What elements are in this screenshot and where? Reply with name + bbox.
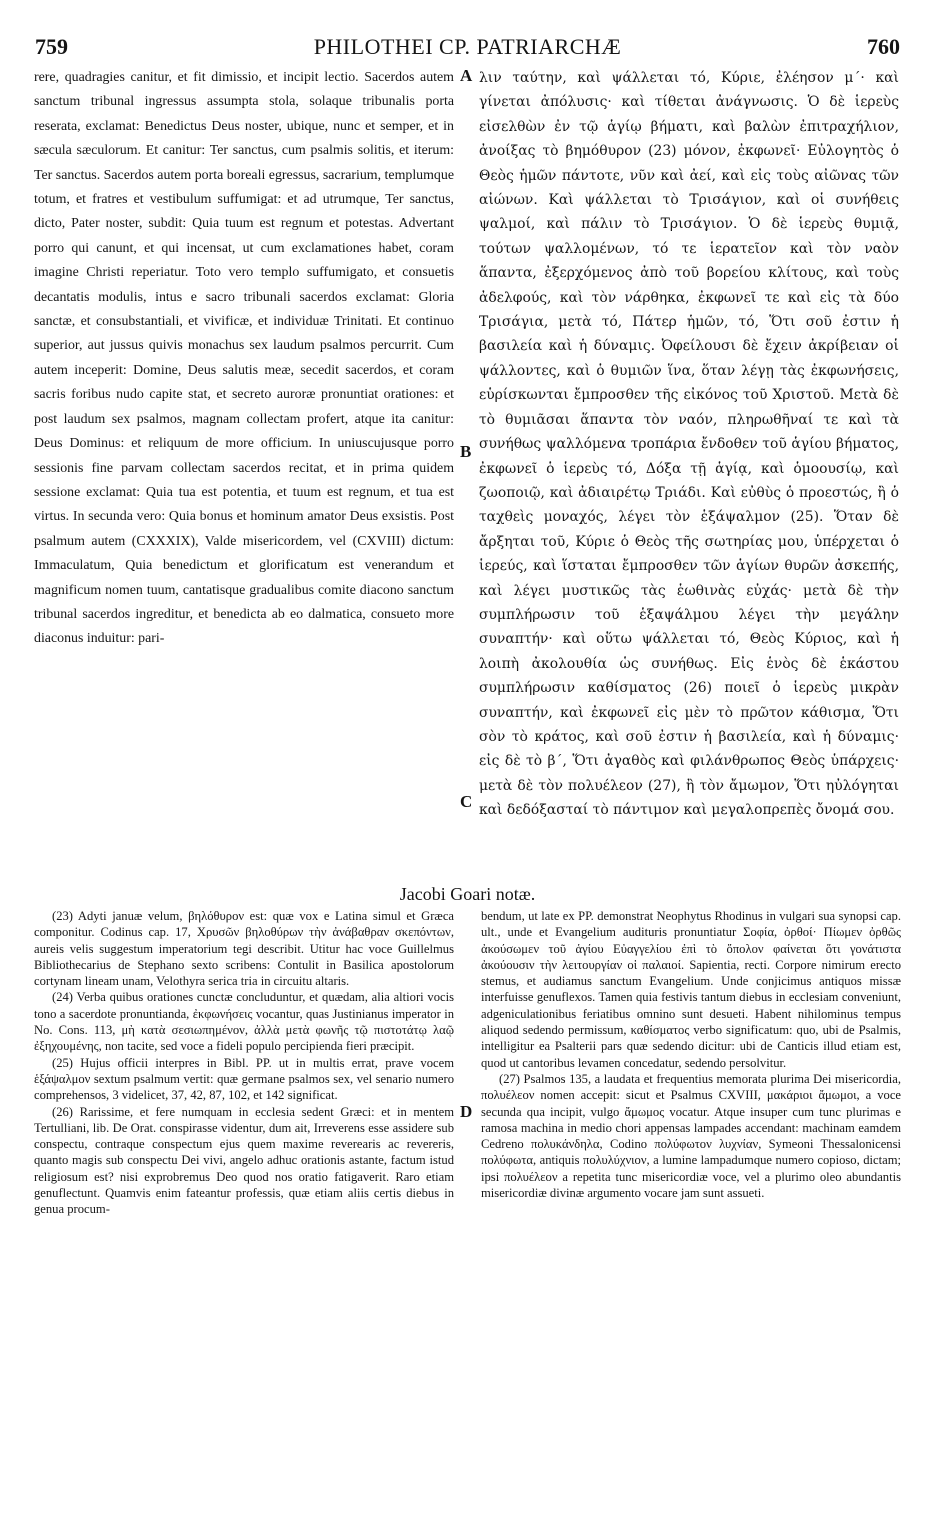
page-number-right: 760 — [867, 34, 900, 59]
note-23: (23) Adyti januæ velum, βηλόθυρον est: quæ vox e Latina simul et Græca componitur. Codinus cap. 17, Χρυσῶν βηλοθύρων τὴν ἀνάβαθραν σκεπόντων, aureis velis suggestum imperatorium tegi describit. Utitur hac voce Guillelmus Bibliothecarius de Stephano sexto scribens: Contulit in Basilica apostolorum cortynam lineam unam, Velothyra serica tria in circuitu altaris. — [34, 909, 454, 989]
margin-letter-c: C — [460, 792, 473, 811]
page-number-left: 759 — [35, 34, 68, 59]
page-header — [35, 30, 900, 66]
note-25: (25) Hujus officii interpres in Bibl. PP. ut in multis errat, prave vocem ἑξάψαλμον sextum psalmum vertit: quæ germane psalmos sex, vel senario numero comprehensos, 3 videlicet, 37, 42, 87, 102, et 142 significat. — [34, 1055, 454, 1103]
running-title: PHILOTHEI CP. PATRIARCHÆ — [313, 34, 622, 59]
latin-text-column: rere, quadragies canitur, et fit dimissio, et incipit lectio. Sacerdos autem sanctum tribunal ingressus assumpta stola, solaque tribunalis porta reserata, exclamat: Benedictus Deus noster, ubique, nunc et semper, et in sæcula sæculorum. Et canitur: Ter sanctus, cum psalmis solitis, et iterum: Ter sanctus. Sacerdos autem porta boreali egressus, sacrarium, templumque totum, et fratres et vestibulum suffumigat: et ad utrumque, Ter sanctus, dicto, Pater noster, subdit: Quia tuum est regnum et potestas. Advertant porro qui canunt, et qui incensat, ut cum exclamationes habet, coram imagine Christi reperiatur. Toto vero templo suffumigato, et consuetis decantatis modulis, intus e sacro tribunali sacerdos exclamat: Gloria sanctæ, et consubstantiali, et vivificæ, et individuæ Trinitati. Et continuo superior, aut jussus quivis monachus sex laudum psalmos percurrit. Cum autem inceperit: Domine, Deus salutis meæ, secedit sacerdos, et coram sacris foribus nudo capite stat, et secreto auroræ pronuntiat orationes: et post laudum sex psalmos, magnam collectam profert, atque ita canitur: Deus Dominus: et reliquum de more officium. In uniuscujusque porro sessionis fine parvam collectam sacerdos recitat, et in prima quidem sessione exclamat: Quia tua est potentia, et tuum est regnum, et tua est virtus. In secunda vero: Quia bonus et hominum amator Deus exsistis. Post psalmum autem (CXXXIX), Valde misericordem, vel (CXVIII) dictum: Immaculatum, Quia benedictum et glorificatum est venerandum et magnificum nomen tuum, cantatisque gradualibus comite diacono sanctum tribunal sacerdos ingreditur, et benedicta ab eo dalmatica, consueto more diaconus induitur: pari- — [34, 70, 454, 647]
notes-left-column — [34, 908, 454, 1520]
margin-letter-d: D — [460, 1102, 473, 1121]
note-27: (27) Psalmos 135, a laudata et frequentius memorata plurima Dei misericordia, πολυέλεον nomen accepit: sicut et Psalmus CXVIII, μακάριοι ἄμωμοι, a voce secunda qua incipit, vulgo ἄμωμος vocatur. Atque insuper cum tunc plurimas e ramosa machina in medio chori appensas lampades accendant: machinam eamdem Cedreno πολυκάνδηλα, Codino πολύφωτον λυχνίαν, Symeoni Thessalonicensi πολύφωτα, antiquis πολυλύχνιον, a lumine lampadumque numero copioso, dictam; ipsi πολυέλεον a repetita tunc misericordiæ voce, vel a plurimo oleo abundantis misericordiæ divinæ argumento vocare jam sunt assueti. — [481, 1071, 901, 1201]
margin-letter-a: A — [460, 66, 473, 85]
note-24: (24) Verba quibus orationes cunctæ concluduntur, et quædam, alia altiori vocis tono a sacerdote pronuntianda, ἐκφωνήσεις vocantur, quas Justinianus imperator in No. Cons. 113, μὴ κατὰ σεσιωπημένον, ἀλλὰ μετὰ φωνῆς τῷ πιστοτάτῳ λαῷ ἐξηχουμένης, non tacite, sed voce a fideli populo percipienda fieri præcipit. — [34, 990, 454, 1054]
note-26-continued: bendum, ut late ex PP. demonstrat Neophytus Rhodinus in vulgari sua synopsi cap. ult., unde et Evangelium audituris pronuntiatur Σοφία, ὀρθοί· Πίωμεν ὀρθῶς ἀκούσωμεν τοῦ ἁγίου Εὐαγγελίου ἐπὶ τὸ ὅπολον φαίνεται ὅτι γονάτιστα ἀκούουσιν τὴν λειτουργίαν οἱ παλαιοί. Sapientia, recti. Corpore nimirum erecto stemus, et audiamus sanctum Evangelium. Unde conjicimus antiquos missæ interfuisse genuflexos. Tamen quia festivis tantum diebus in ecclesiam conveniunt, adgeniculationibus feriatibus omnino sunt desueti. Habent nihilominus tempus aliquod sedendo permissum, καθίσματος verbo significatum: quo, ubi de Psalmis, intelligitur ea Psalterii pars quæ sedendo dicitur: ubi de Canticis illud etiam est, quod ut cantoribus levamen concedatur, sedendo persolvitur. — [481, 909, 901, 1070]
margin-letter-b: B — [460, 442, 472, 461]
notes-right-column — [481, 908, 901, 1520]
note-26: (26) Rarissime, et fere numquam in ecclesia sedent Græci: et in mentem Tertulliani, lib. De Orat. conspirasse videntur, dum ait, Irreverens esse assidere sub conspectu, contraque conspectum ejus quem maxime reverearis ac revereris, quanto magis sub conspectu Dei vivi, angelo adhuc orationis astante, factum istud religiosum est? nisi exprobremus Deo quod nos oratio fatigaverit. Raro etiam genuflectunt. Quamvis enim fateantur professis, quæ etiam aliis certis diebus in genua procum- — [34, 1104, 454, 1217]
greek-text-column: λιν ταύτην, καὶ ψάλλεται τό, Κύριε, ἐλέησον μ΄· καὶ γίνεται ἀπόλυσις· καὶ τίθεται ἀνάγνωσις. Ὁ δὲ ἱερεὺς εἰσελθὼν ἐν τῷ ἁγίῳ βήματι, καὶ βαλὼν ἐπιτραχήλιον, ἀνοίξας τὸ βημόθυρον (23) μόνον, ἐκφωνεῖ· Εὐλογητὸς ὁ Θεὸς ἡμῶν πάντοτε, νῦν καὶ ἀεί, καὶ εἰς τοὺς αἰῶνας τῶν αἰώνων. Καὶ ψάλλεται τὸ Τρισάγιον, καὶ οἱ συνήθεις ψαλμοί, καὶ πάλιν τὸ Τρισάγιον. Ὁ δὲ ἱερεὺς θυμιᾷ, τούτων ψαλλομένων, τό τε ἱερατεῖον καὶ τὸν ναὸν ἅπαντα, ἐξερχόμενος ἀπὸ τοῦ βορείου κλίτους, καὶ τοὺς ἀδελφούς, καὶ τὸν νάρθηκα, ἐκφωνεῖ τε καὶ εἰς τὰ δύο Τρισάγια, μετὰ τό, Πάτερ ἡμῶν, τό, Ὅτι σοῦ ἐστιν ἡ βασιλεία καὶ ἡ δύναμις. Ὀφείλουσι δὲ ἔχειν ἀκρίβειαν οἱ ψάλλοντες, καὶ ὁ θυμιῶν ἵνα, ὅταν λέγῃ τὰς ἐκφωνήσεις, εὑρίσκωνται ἔμπροσθεν τῆς εἰκόνος τοῦ Χριστοῦ. Μετὰ δὲ τὸ θυμιᾶσαι ἅπαντα τὸν ναόν, πληρωθῆναί τε καὶ τὰ συνήθως ψαλλόμενα τροπάρια ἔνδοθεν τοῦ ἁγίου βήματος, ἐκφωνεῖ ὁ ἱερεὺς τό, Δόξα τῇ ἁγίᾳ, καὶ ὁμοουσίῳ, καὶ ζωοποιῷ, καὶ ἀδιαιρέτῳ Τριάδι. Καὶ εὐθὺς ὁ προεστώς, ἢ ὁ ταχθεὶς μοναχός, λέγει τὸν ἑξάψαλμον (25). Ὅταν δὲ ἄρξηται τοῦ, Κύριε ὁ Θεὸς τῆς σωτηρίας μου, ὑπέρχεται ὁ ἱερεύς, καὶ ἵσταται ἔμπροσθεν τῶν ἁγίων θυρῶν ἀσκεπής, καὶ λέγει μυστικῶς τὰς ἑωθινὰς εὐχάς· μετὰ δὲ τὴν συμπλήρωσιν τοῦ ἑξαψάλμου λέγει τὴν μεγάλην συναπτήν· καὶ οὕτω ψάλλεται τό, Θεὸς Κύριος, καὶ ἡ λοιπὴ ἀκολουθία ὡς συνήθως. Εἰς ἑνὸς δὲ ἑκάστου συμπλήρωσιν καθίσματος (26) ποιεῖ ὁ ἱερεὺς μικρὰν συναπτήν, καὶ ἐκφωνεῖ εἰς μὲν τὸ πρῶτον κάθισμα, Ὅτι σὸν τὸ κράτος, καὶ σοῦ ἐστιν ἡ βασιλεία, καὶ ἡ δύναμις· εἰς δὲ τὸ β΄, Ὅτι ἀγαθὸς καὶ φιλάνθρωπος Θεὸς ὑπάρχεις· μετὰ δὲ τὸν πολυέλεον (27), ἢ τὸν ἄμωμον, Ὅτι ηὐλόγηται καὶ δεδόξασταί τὸ πάντιμον καὶ μεγαλοπρεπὲς ὄνομά σου. — [479, 70, 899, 819]
notes-title: Jacobi Goari notæ. — [399, 884, 536, 904]
